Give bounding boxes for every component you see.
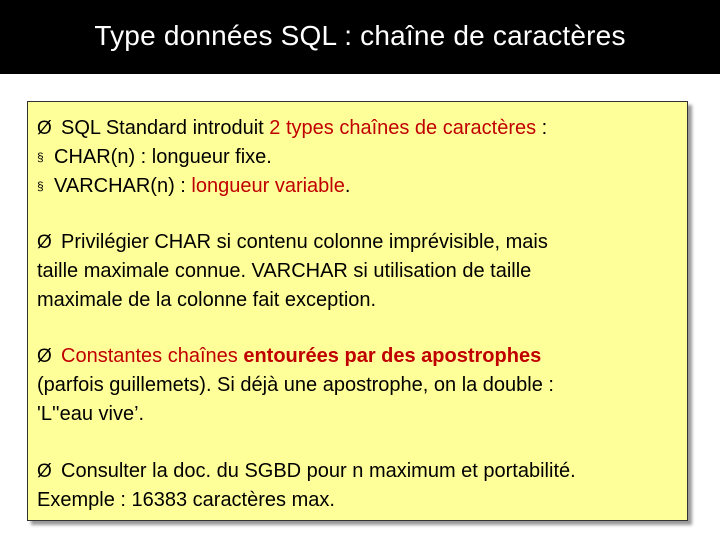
arrow-bullet-icon: Ø (37, 232, 52, 253)
slide-title: Type données SQL : chaîne de caractères (94, 20, 626, 51)
bullet-text: Privilégier CHAR si contenu colonne imprévisible, mais (61, 231, 548, 253)
arrow-bullet-icon: Ø (37, 461, 52, 482)
bullet-text-line: maximale de la colonne fait exception. (37, 289, 377, 311)
bullet-text: SQL Standard introduit (61, 117, 270, 139)
sub-bullet-line (37, 143, 685, 172)
bullet-text-line: (parfois guillemets). Si déjà une apostrophe, on la double : (37, 374, 554, 396)
bullet-block-1 (37, 114, 685, 201)
sub-bullet-text: VARCHAR(n) : (54, 175, 192, 197)
bullet-block-2 (37, 228, 685, 315)
bullet-block-3 (37, 342, 685, 429)
bullet-block-4 (37, 457, 685, 515)
square-bullet-icon: § (37, 179, 44, 193)
square-bullet-icon: § (37, 150, 44, 164)
bullet-line (37, 114, 685, 143)
bullet-line (37, 228, 685, 257)
bullet-text: Consulter la doc. du SGBD pour n maximum et portabilité. (61, 460, 576, 482)
sub-bullet-text: CHAR(n) : longueur fixe. (54, 146, 272, 168)
sub-bullet-text: . (344, 175, 351, 197)
bullet-line (37, 342, 685, 371)
bullet-text: : (536, 117, 548, 139)
arrow-bullet-icon: Ø (37, 346, 52, 367)
highlight-text: longueur variable (191, 175, 345, 197)
title-bar (0, 0, 720, 74)
sub-bullet-line (37, 172, 685, 201)
bullet-text: Constantes chaînes (61, 345, 244, 367)
arrow-bullet-icon: Ø (37, 118, 52, 139)
bullet-text-line: Exemple : 16383 caractères max. (37, 489, 335, 511)
bullet-line (37, 457, 685, 486)
bullet-text-line: 'L''eau vive’. (37, 403, 145, 425)
highlight-text: 2 types chaînes de caractères (269, 117, 537, 139)
content-box (27, 101, 688, 521)
highlight-text: entourées par des apostrophes (243, 345, 542, 367)
bullet-text-line: taille maximale connue. VARCHAR si utilisation de taille (37, 260, 532, 282)
